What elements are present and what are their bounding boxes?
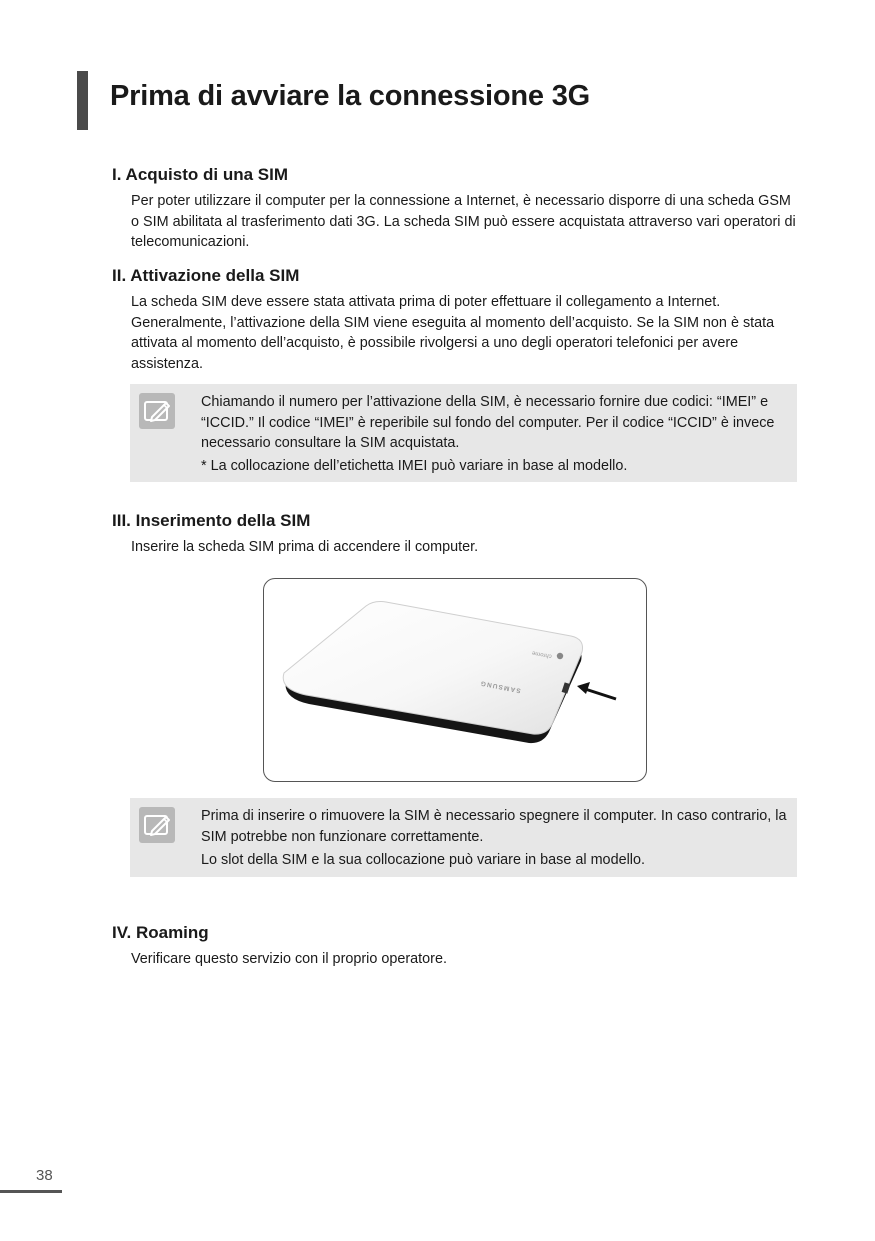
note-box-attivazione bbox=[130, 384, 797, 482]
title-accent-bar bbox=[77, 71, 88, 130]
section-heading-inserimento: III. Inserimento della SIM bbox=[112, 511, 311, 530]
chrome-logo-icon bbox=[557, 653, 563, 659]
laptop-illustration bbox=[264, 579, 646, 781]
page-number-rule bbox=[0, 1190, 62, 1193]
section-text-inserimento: Inserire la scheda SIM prima di accendere il computer. bbox=[131, 539, 479, 555]
note-text-inserimento-2: Lo slot della SIM e la sua collocazione può variare in base al modello. bbox=[201, 852, 645, 868]
note-text-inserimento-1: Prima di inserire o rimuovere la SIM è necessario spegnere il computer. In caso contrario, la SIM potrebbe non funzionare correttamente. bbox=[201, 808, 787, 845]
pencil-note-icon bbox=[139, 393, 175, 429]
note-box-inserimento bbox=[130, 798, 797, 877]
section-heading-attivazione: II. Attivazione della SIM bbox=[112, 266, 300, 285]
note-text-attivazione-2: * La collocazione dell’etichetta IMEI può variare in base al modello. bbox=[201, 458, 628, 474]
chrome-label: chrome bbox=[531, 649, 553, 659]
page-title: Prima di avviare la connessione 3G bbox=[110, 80, 590, 112]
arrow-left-icon bbox=[577, 682, 616, 699]
section-text-roaming: Verificare questo servizio con il proprio operatore. bbox=[131, 951, 447, 967]
section-text-attivazione: La scheda SIM deve essere stata attivata prima di poter effettuare il collegamento a Internet. Generalmente, l’attivazione della SIM viene eseguita al momento dell’acquisto. Se la SIM non è stata attivata al momento dell’acquisto, è possibile rivolgersi a uno degli operatori telefonici per avere assistenza. bbox=[131, 294, 775, 372]
section-text-acquisto: Per poter utilizzare il computer per la connessione a Internet, è necessario disporre di una scheda GSM o SIM abilitata al trasferimento dati 3G. La scheda SIM può essere acquistata attraverso vari operatori di telecomunicazioni. bbox=[131, 193, 796, 250]
note-text-attivazione-1: Chiamando il numero per l’attivazione della SIM, è necessario fornire due codici: “IMEI” e “ICCID.” Il codice “IMEI” è reperibile sul fondo del computer. Per il codice “ICCID” è invece necessario consultare la SIM acquistata. bbox=[201, 394, 775, 451]
page-number: 38 bbox=[36, 1167, 53, 1184]
samsung-brand-label: SAMSUNG bbox=[479, 679, 522, 694]
section-heading-roaming: IV. Roaming bbox=[112, 923, 209, 942]
laptop-figure bbox=[263, 578, 647, 782]
pencil-note-icon bbox=[139, 807, 175, 843]
section-heading-acquisto: I. Acquisto di una SIM bbox=[112, 165, 288, 184]
